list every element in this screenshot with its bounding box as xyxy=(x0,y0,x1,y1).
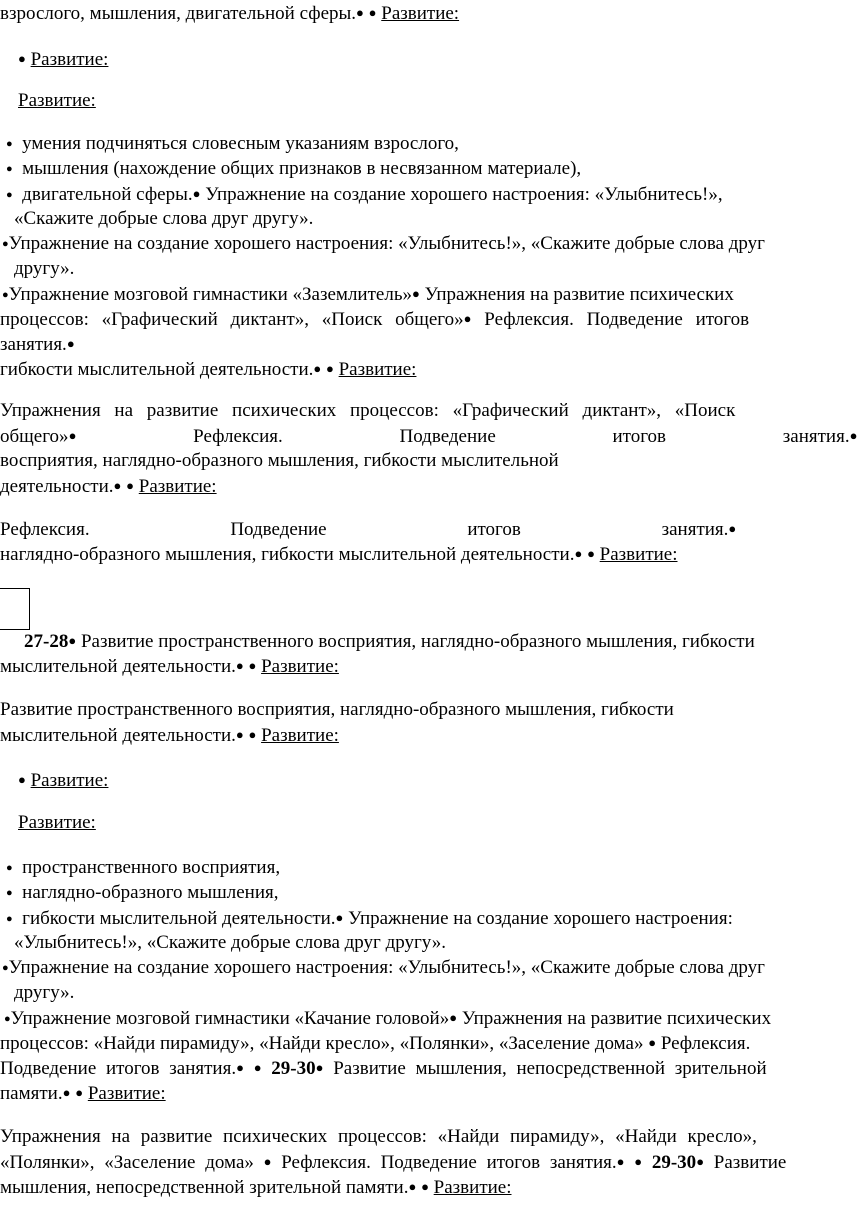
bullet-icon: ● xyxy=(634,1154,643,1169)
text-line: другу». xyxy=(14,258,75,279)
bullet-icon: ● xyxy=(368,5,377,20)
text-line: деятельности.● ● Развитие: xyxy=(0,476,217,497)
bullet-icon: ● xyxy=(313,361,322,376)
bullet-icon: ● xyxy=(263,1154,272,1169)
heading-development: Развитие: xyxy=(599,544,678,565)
text-line: наглядно-образного мышления, гибкости мыслительной деятельности.● ● Развитие: xyxy=(0,544,678,565)
text-line: 27-28● Развитие пространственного восприятия, наглядно-образного мышления, гибкости xyxy=(24,631,755,652)
lesson-number: 29-30 xyxy=(651,1152,697,1173)
text-line: памяти.● ● Развитие: xyxy=(0,1083,166,1104)
text-line: общего»● Рефлексия. Подведение итогов занятия.● xyxy=(0,426,857,447)
bullet-icon: ● xyxy=(126,478,134,493)
bullet-icon: ● xyxy=(696,1154,705,1169)
text-line: «Полянки», «Заселение дома» ● Рефлексия. Подведение итогов занятия.● ● 29-30● Развитие xyxy=(0,1152,787,1173)
bullet-icon: ● xyxy=(2,238,9,250)
bullet-icon: ● xyxy=(6,887,13,899)
list-item: ● двигательной сферы.● Упражнение на создание хорошего настроения: «Улыбнитесь!», xyxy=(6,184,723,205)
list-item: ● наглядно-образного мышления, xyxy=(6,882,279,903)
text-line xyxy=(18,88,834,113)
table-cell-border xyxy=(0,588,30,630)
list-item: ● мышления (нахождение общих признаков в несвязанном материале), xyxy=(6,158,582,179)
text-line: Упражнения на развитие психических процессов: «Найди пирамиду», «Найди кресло», xyxy=(0,1126,757,1147)
text-line xyxy=(18,46,834,72)
bullet-icon: ● xyxy=(192,186,201,201)
bullet-icon: ● xyxy=(849,428,857,443)
bullet-icon: ● xyxy=(4,1013,11,1025)
bullet-icon: ● xyxy=(356,5,364,20)
text-line: мыслительной деятельности.● ● Развитие: xyxy=(0,725,339,746)
text-line: процессов: «Графический диктант», «Поиск общего»● Рефлексия. Подведение итогов xyxy=(0,309,750,330)
bullet-icon: ● xyxy=(236,1060,244,1075)
bullet-icon: ● xyxy=(587,546,595,561)
bullet-icon: ● xyxy=(463,311,472,326)
bullet-icon: ● xyxy=(248,727,257,742)
bullet-icon: ● xyxy=(113,478,122,493)
heading-development: Развитие: xyxy=(338,359,417,380)
bullet-icon: ● xyxy=(6,138,13,150)
heading-development: Развитие: xyxy=(261,725,339,746)
lesson-number: 29-30 xyxy=(271,1058,316,1079)
bullet-icon: ● xyxy=(68,428,77,443)
heading-development: Развитие: xyxy=(433,1177,512,1198)
bullet-icon: ● xyxy=(2,289,9,301)
text-line: мыслительной деятельности.● ● Развитие: xyxy=(0,656,339,677)
bullet-icon: ● xyxy=(248,658,257,673)
bullet-icon: ● xyxy=(574,546,583,561)
bullet-icon: ● xyxy=(449,1010,458,1025)
bullet-icon: ● xyxy=(75,1085,84,1100)
text-line: занятия.● xyxy=(0,334,75,355)
bullet-icon: ● xyxy=(62,1085,71,1100)
bullet-icon: ● xyxy=(6,862,13,874)
text-line: Развитие пространственного восприятия, наглядно-образного мышления, гибкости xyxy=(0,699,674,720)
text-line: «Улыбнитесь!», «Скажите добрые слова друг другу». xyxy=(14,932,447,953)
bullet-icon: ● xyxy=(315,1060,324,1075)
text-line xyxy=(18,810,834,835)
heading-development: Развитие: xyxy=(30,770,109,791)
bullet-icon: ● xyxy=(2,962,9,974)
bullet-icon: ● xyxy=(728,521,737,536)
list-item: ● гибкости мыслительной деятельности.● Упражнение на создание хорошего настроения: xyxy=(6,908,733,929)
bullet-icon: ● xyxy=(66,336,75,351)
bullet-icon: ● xyxy=(616,1154,625,1169)
bullet-icon: ● xyxy=(6,163,13,175)
bullet-icon: ● xyxy=(235,658,244,673)
bullet-icon: ● xyxy=(335,910,344,925)
text-line: мышления, непосредственной зрительной памяти.● ● Развитие: xyxy=(0,1177,512,1198)
heading-development: Развитие: xyxy=(261,656,339,677)
text-line: Подведение итогов занятия.● ● 29-30● Развитие мышления, непосредственной зрительной xyxy=(0,1058,767,1079)
bullet-icon: ● xyxy=(421,1179,429,1194)
bullet-icon: ● xyxy=(68,633,77,648)
bullet-icon: ● xyxy=(235,727,244,742)
text-line: «Скажите добрые слова друг другу». xyxy=(14,208,314,229)
list-item: ● пространственного восприятия, xyxy=(6,857,281,878)
text-line: процессов: «Найди пирамиду», «Найди кресло», «Полянки», «Заселение дома» ● Рефлексия. xyxy=(0,1033,751,1054)
heading-development: Развитие: xyxy=(18,90,96,111)
text-line: Упражнения на развитие психических процессов: «Графический диктант», «Поиск xyxy=(0,400,736,421)
text-line: ●Упражнение мозговой гимнастики «Качание головой»● Упражнения на развитие психических xyxy=(4,1008,772,1029)
heading-development: Развитие: xyxy=(381,3,460,24)
text-line: Рефлексия. Подведение итогов занятия.● xyxy=(0,519,737,540)
text-line: ●Упражнение на создание хорошего настроения: «Улыбнитесь!», «Скажите добрые слова друг xyxy=(2,957,765,978)
text-line: восприятия, наглядно-образного мышления, гибкости мыслительной xyxy=(0,450,559,471)
lesson-number: 27-28 xyxy=(24,631,69,652)
bullet-icon: ● xyxy=(6,913,13,925)
bullet-icon: ● xyxy=(326,361,334,376)
bullet-icon: ● xyxy=(253,1060,262,1075)
text-line: гибкости мыслительной деятельности.● ● Развитие: xyxy=(0,359,417,380)
text-line: другу». xyxy=(14,982,75,1003)
heading-development: Развитие: xyxy=(138,476,217,497)
bullet-icon: ● xyxy=(18,772,26,787)
heading-development: Развитие: xyxy=(18,812,96,833)
heading-development: Развитие: xyxy=(30,49,109,70)
bullet-icon: ● xyxy=(18,51,26,66)
bullet-icon: ● xyxy=(411,286,420,301)
text-line: взрослого, мышления, двигательной сферы.● ● Развитие: xyxy=(0,3,460,24)
bullet-icon: ● xyxy=(408,1179,417,1194)
heading-development: Развитие: xyxy=(87,1083,166,1104)
text-line: ●Упражнение мозговой гимнастики «Заземлитель»● Упражнения на развитие психических xyxy=(2,284,734,305)
list-item: ● умения подчиняться словесным указаниям взрослого, xyxy=(6,133,459,154)
bullet-icon: ● xyxy=(6,189,13,201)
bullet-icon: ● xyxy=(648,1035,657,1050)
text-line: ●Упражнение на создание хорошего настроения: «Улыбнитесь!», «Скажите добрые слова друг xyxy=(2,233,765,254)
text-line xyxy=(18,767,834,793)
